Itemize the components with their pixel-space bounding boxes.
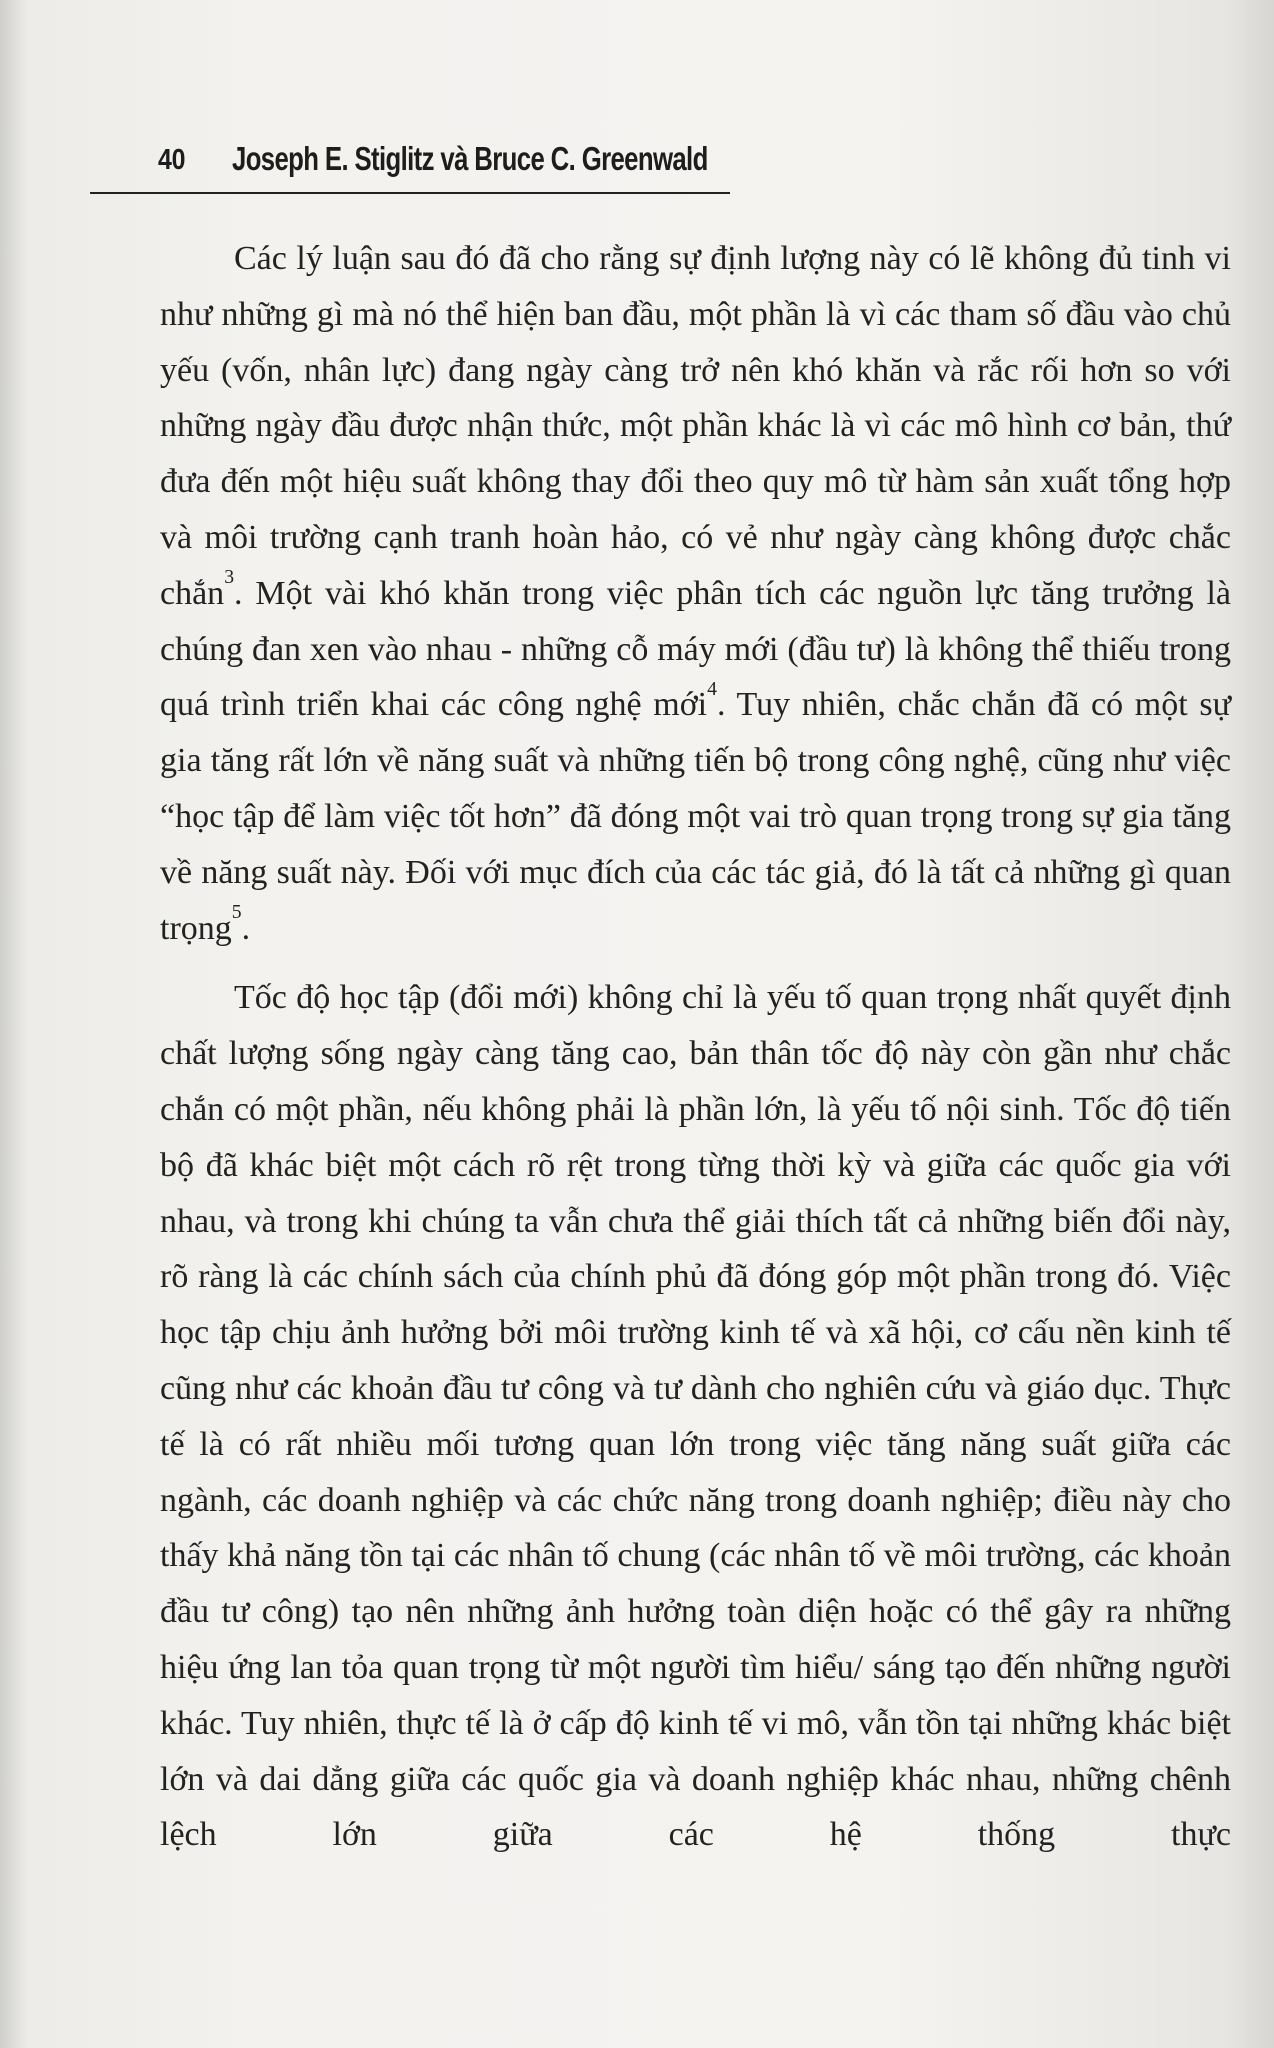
running-header xyxy=(90,128,730,198)
paragraph-1 xyxy=(160,231,1231,956)
paragraph-1-text-2: . Một vài khó khăn trong việc phân tích các nguồn lực tăng trưởng là chúng đan xen vào nhau - những cỗ máy mới (đầu tư) là không thể thiếu trong quá trình triển khai các công nghệ mới xyxy=(160,574,1231,724)
paragraph-1-text-1: Các lý luận sau đó đã cho rằng sự định lượng này có lẽ không đủ tinh vi như những gì mà nó thể hiện ban đầu, một phần là vì các tham số đầu vào chủ yếu (vốn, nhân lực) đang ngày càng trở nên khó khăn và rắc rối hơn so với những ngày đầu được nhận thức, một phần khác là vì các mô hình cơ bản, thứ đưa đến một hiệu suất không thay đổi theo quy mô từ hàm sản xuất tổng hợp và môi trường cạnh tranh hoàn hảo, có vẻ như ngày càng không được chắc chắn xyxy=(160,240,1231,612)
page-gutter-shadow xyxy=(0,0,28,2048)
footnote-marker-3: 3 xyxy=(224,566,235,589)
paragraph-2: Tốc độ học tập (đổi mới) không chỉ là yếu tố quan trọng nhất quyết định chất lượng sống ngày càng tăng cao, bản thân tốc độ này còn gần như chắc chắn có một phần, nếu không phải là phần lớn, là yếu tố nội sinh. Tốc độ tiến bộ đã khác biệt một cách rõ rệt trong từng thời kỳ và giữa các quốc gia với nhau, và trong khi chúng ta vẫn chưa thể giải thích tất cả những biến đổi này, rõ ràng là các chính sách của chính phủ đã đóng góp một phần trong đó. Việc học tập chịu ảnh hưởng bởi môi trường kinh tế và xã hội, cơ cấu nền kinh tế cũng như các khoản đầu tư công và tư dành cho nghiên cứu và giáo dục. Thực tế là có rất nhiều mối tương quan lớn trong việc tăng năng suất giữa các ngành, các doanh nghiệp và các chức năng trong doanh nghiệp; điều này cho thấy khả năng tồn tại các nhân tố chung (các nhân tố về môi trường, các khoản đầu tư công) tạo nên những ảnh hưởng toàn diện hoặc có thể gây ra những hiệu ứng lan tỏa quan trọng từ một người tìm hiểu/ sáng tạo đến những người khác. Tuy nhiên, thực tế là ở cấp độ kinh tế vi mô, vẫn tồn tại những khác biệt lớn và dai dẳng giữa các quốc gia và doanh nghiệp khác nhau, những chênh lệch lớn giữa các hệ thống thực xyxy=(160,979,1231,1854)
paragraph-1-text-4: . xyxy=(241,909,251,947)
body-text xyxy=(160,231,1231,1863)
footnote-marker-5: 5 xyxy=(231,900,242,923)
paragraph-1-text-3: . Tuy nhiên, chắc chắn đã có một sự gia tăng rất lớn về năng suất và những tiến bộ trong công nghệ, cũng như việc “học tập để làm việc tốt hơn” đã đóng một vai trò quan trọng trong sự gia tăng về năng suất này. Đối với mục đích của các tác giả, đó là tất cả những gì quan trọng xyxy=(160,686,1232,947)
header-rule xyxy=(90,192,730,194)
page-number: 40 xyxy=(158,144,186,176)
author-line: Joseph E. Stiglitz và Bruce C. Greenwald xyxy=(232,140,708,177)
footnote-marker-4: 4 xyxy=(707,677,717,700)
